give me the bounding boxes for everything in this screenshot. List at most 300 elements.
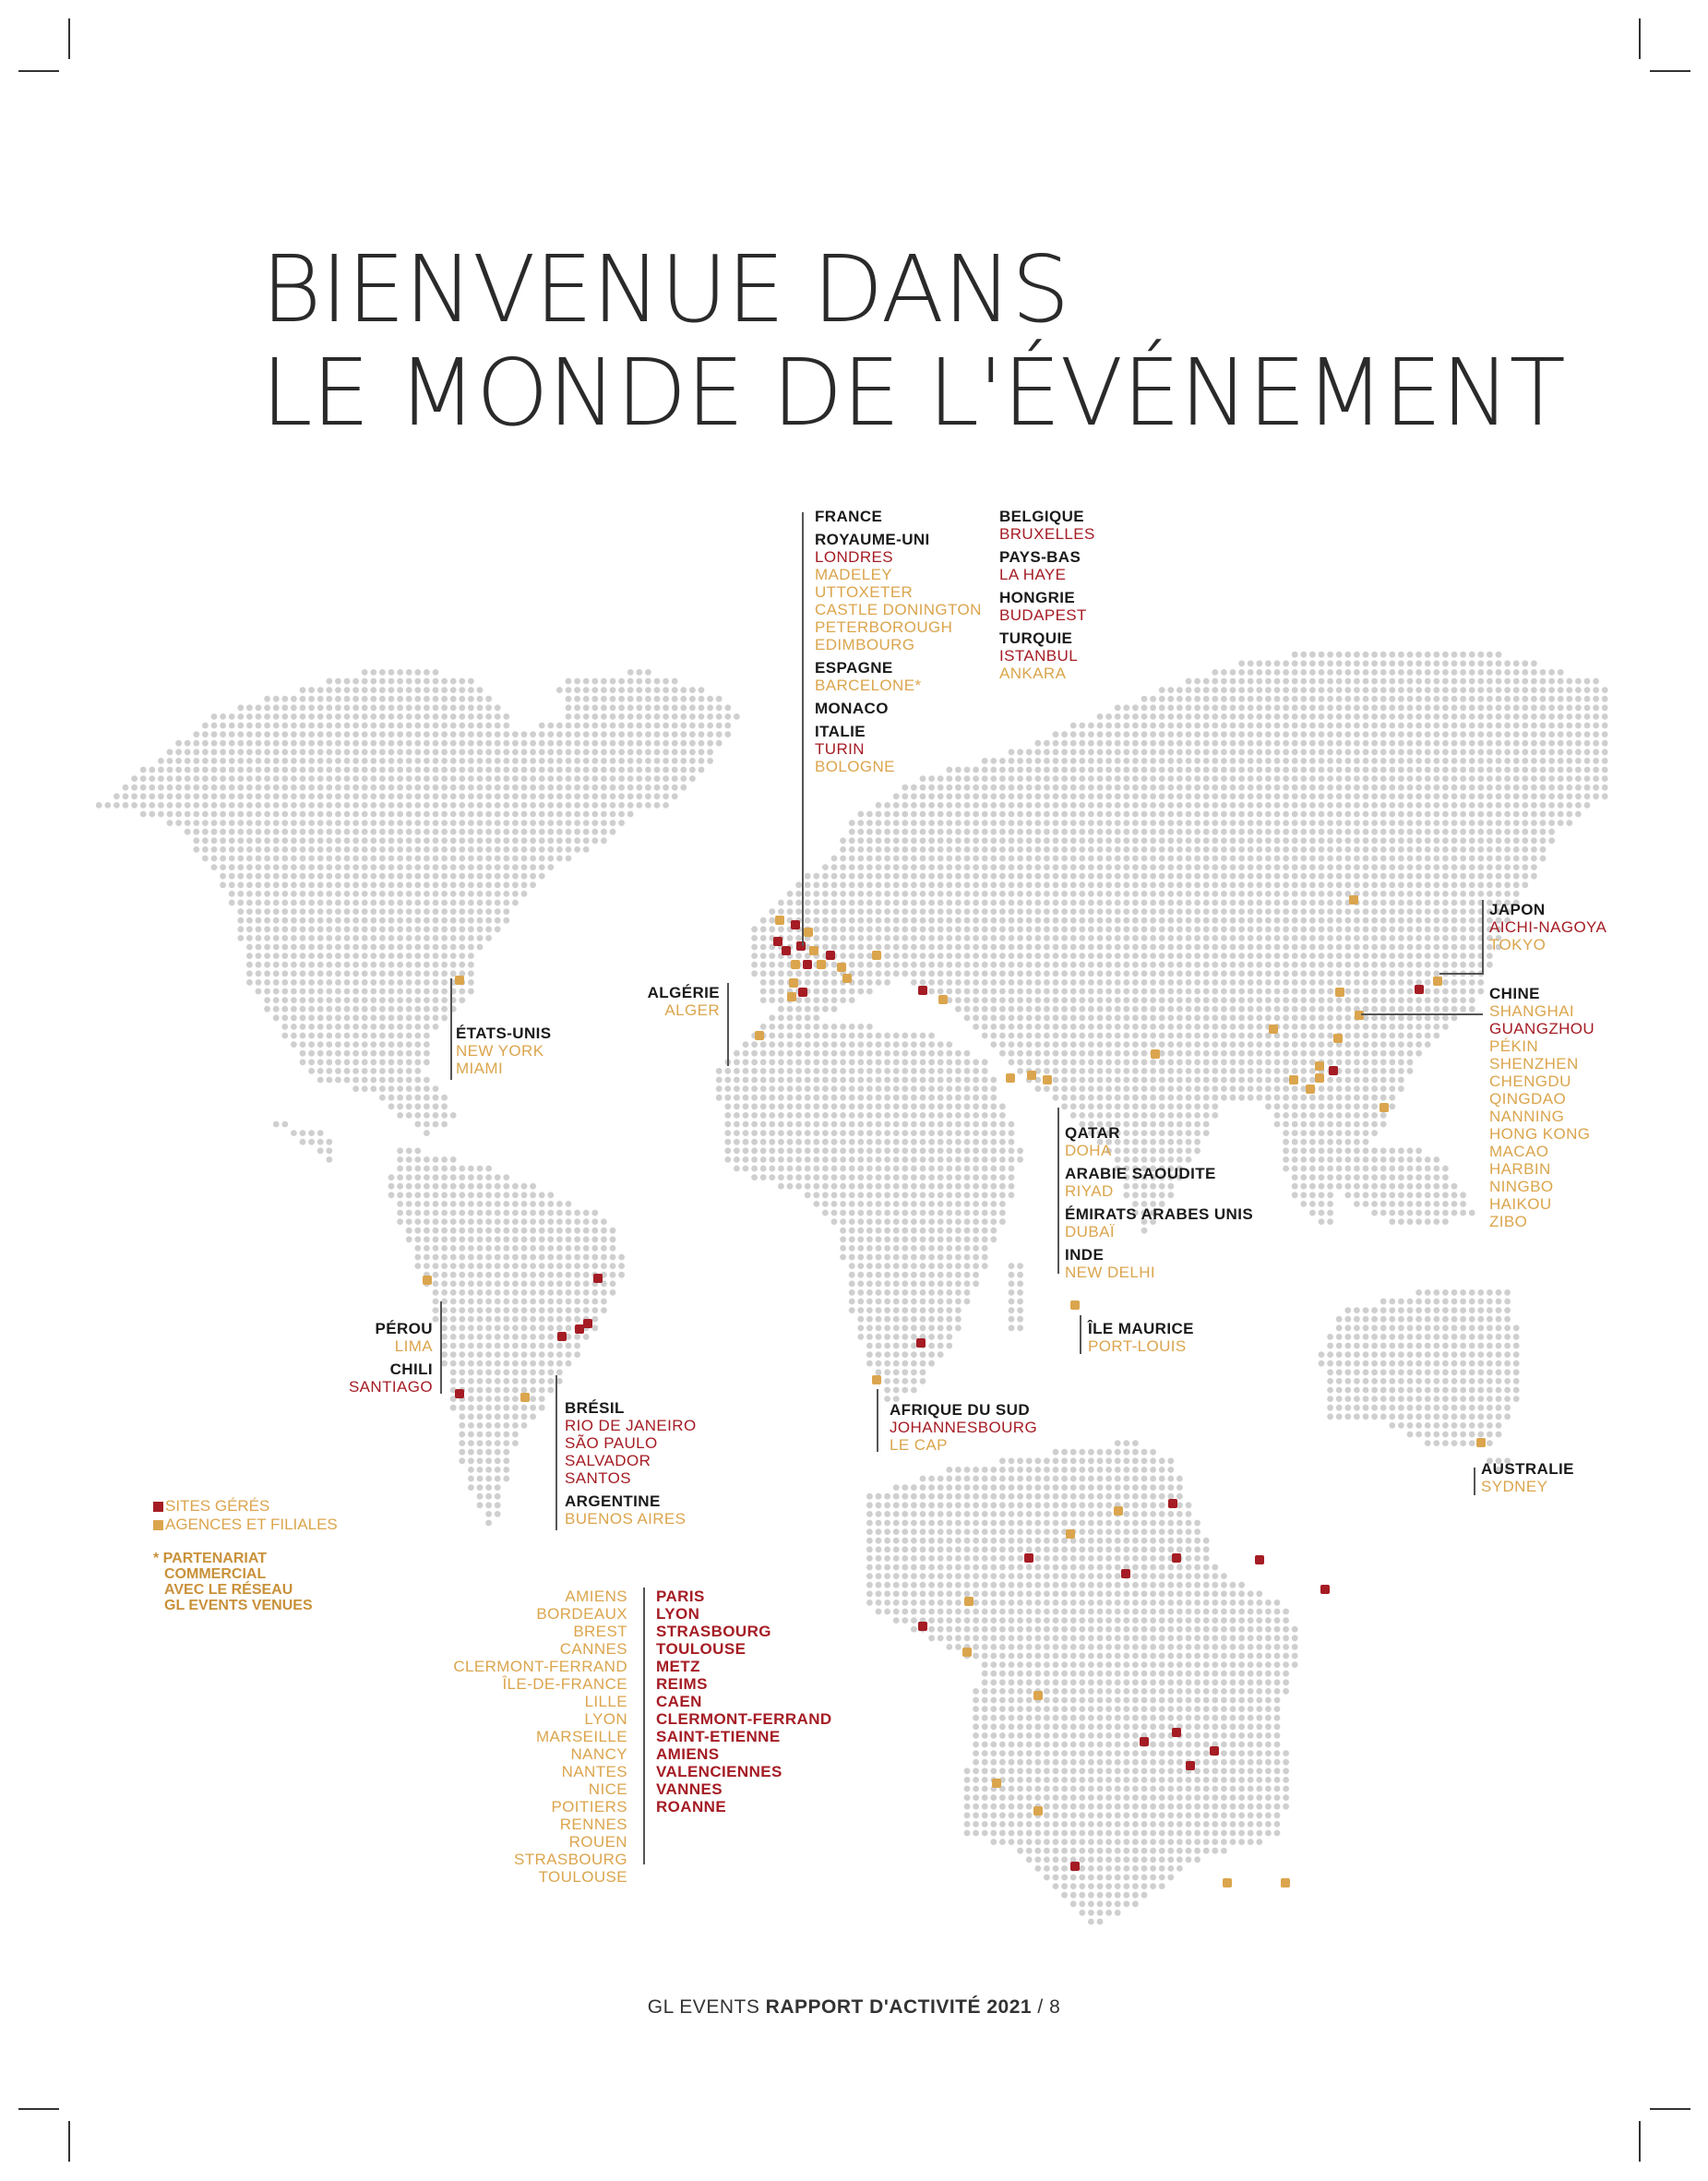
map-dot <box>1415 1041 1422 1048</box>
map-dot <box>1425 900 1431 906</box>
map-dot <box>1283 900 1289 906</box>
map-dot <box>1123 891 1129 897</box>
map-dot <box>1415 758 1422 764</box>
map-dot <box>308 997 315 1003</box>
map-dot <box>397 767 403 773</box>
map-dot <box>1433 829 1439 835</box>
map-dot <box>1265 775 1272 782</box>
map-dot <box>300 1033 306 1039</box>
map-dot <box>1274 696 1281 702</box>
map-dot <box>1451 678 1458 685</box>
map-dot <box>379 713 386 720</box>
map-dot <box>1274 873 1281 880</box>
map-dot <box>1327 908 1333 915</box>
map-dot <box>326 758 332 764</box>
map-dot <box>1389 873 1395 880</box>
map-dot <box>1176 944 1183 951</box>
map-dot <box>1141 829 1148 835</box>
map-dot <box>566 723 572 729</box>
map-dot <box>344 856 351 862</box>
map-dot <box>362 723 368 729</box>
map-dot <box>1319 900 1325 906</box>
map-dot <box>556 846 563 853</box>
map-dot <box>1407 723 1414 729</box>
map-dot <box>680 713 687 720</box>
map-dot <box>911 846 917 853</box>
map-dot <box>1238 793 1245 799</box>
map-dot <box>370 687 376 693</box>
map-dot <box>388 669 395 676</box>
map-dot <box>1309 856 1316 862</box>
map-dot <box>1504 873 1511 880</box>
map-dot <box>822 926 829 932</box>
map-dot <box>1061 891 1068 897</box>
map-dot <box>999 1041 1006 1048</box>
map-dot <box>397 723 403 729</box>
map-dot <box>1238 696 1245 702</box>
map-dot <box>379 793 386 799</box>
map-dot <box>990 1006 997 1013</box>
map-dot <box>1460 864 1466 870</box>
map-dot <box>450 953 457 959</box>
map-dot <box>1309 660 1316 666</box>
map-dot <box>1469 935 1475 941</box>
map-dot <box>406 970 412 977</box>
map-dot <box>1389 935 1395 941</box>
map-dot <box>362 829 368 835</box>
map-dot <box>1034 1006 1041 1013</box>
map-dot <box>1088 962 1094 968</box>
map-dot <box>805 1014 811 1021</box>
map-dot <box>370 802 376 809</box>
map-dot <box>1575 740 1582 747</box>
map-dot <box>680 723 687 729</box>
map-dot <box>1256 1014 1262 1021</box>
map-dot <box>495 749 501 755</box>
map-dot <box>1380 1024 1387 1030</box>
map-dot <box>300 749 306 755</box>
map-dot <box>1009 1041 1015 1048</box>
map-dot <box>920 820 926 826</box>
map-dot <box>1141 811 1148 818</box>
map-dot <box>1477 660 1484 666</box>
map-dot <box>689 758 696 764</box>
map-dot <box>1212 785 1218 791</box>
map-dot <box>300 864 306 870</box>
map-dot <box>388 900 395 906</box>
map-dot <box>317 989 324 995</box>
map-dot <box>1203 1041 1210 1048</box>
map-dot <box>1593 767 1599 773</box>
map-dot <box>982 820 988 826</box>
map-dot <box>459 740 465 747</box>
map-dot <box>769 970 775 977</box>
map-dot <box>220 829 226 835</box>
map-dot <box>1425 731 1431 737</box>
map-dot <box>1292 997 1298 1003</box>
map-dot <box>485 908 492 915</box>
map-dot <box>672 740 678 747</box>
map-dot <box>344 829 351 835</box>
map-dot <box>441 767 448 773</box>
map-dot <box>1097 979 1104 986</box>
map-dot <box>1487 669 1493 676</box>
map-dot <box>495 820 501 826</box>
map-dot <box>610 793 616 799</box>
map-dot <box>1415 696 1422 702</box>
map-dot <box>495 793 501 799</box>
map-dot <box>1477 713 1484 720</box>
map-dot <box>362 749 368 755</box>
map-dot <box>1238 989 1245 995</box>
map-dot <box>1194 793 1200 799</box>
map-dot <box>1061 881 1068 888</box>
map-dot <box>1327 829 1333 835</box>
map-dot <box>1221 979 1227 986</box>
map-dot <box>973 793 979 799</box>
map-dot <box>1504 802 1511 809</box>
map-dot <box>822 1050 829 1057</box>
map-dot <box>1132 713 1139 720</box>
map-dot <box>1319 678 1325 685</box>
map-dot <box>1194 846 1200 853</box>
map-dot <box>512 837 519 844</box>
map-dot <box>920 856 926 862</box>
map-dot <box>521 767 528 773</box>
map-dot <box>1044 829 1050 835</box>
map-dot <box>291 793 297 799</box>
map-dot <box>964 989 971 995</box>
map-dot <box>1176 935 1183 941</box>
map-dot <box>857 944 864 951</box>
map-dot <box>477 820 484 826</box>
map-dot <box>990 785 997 791</box>
map-dot <box>1123 749 1129 755</box>
map-dot <box>193 731 199 737</box>
map-dot <box>1398 678 1404 685</box>
map-dot <box>1531 723 1537 729</box>
map-dot <box>281 900 288 906</box>
map-dot <box>1513 846 1520 853</box>
map-dot <box>893 837 900 844</box>
map-dot <box>813 997 819 1003</box>
map-dot <box>424 900 430 906</box>
map-dot <box>1504 811 1511 818</box>
map-dot <box>379 917 386 924</box>
map-dot <box>379 891 386 897</box>
map-dot <box>1540 793 1547 799</box>
map-dot <box>397 953 403 959</box>
map-dot <box>751 926 758 932</box>
map-dot <box>433 740 439 747</box>
map-dot <box>964 856 971 862</box>
map-dot <box>291 873 297 880</box>
map-dot <box>1097 723 1104 729</box>
map-dot <box>938 962 944 968</box>
map-dot <box>1115 846 1121 853</box>
map-dot <box>450 687 457 693</box>
map-dot <box>317 881 324 888</box>
map-dot <box>485 775 492 782</box>
map-dot <box>1363 775 1369 782</box>
map-dot <box>1132 900 1139 906</box>
map-dot <box>1531 740 1537 747</box>
map-dot <box>352 731 359 737</box>
map-dot <box>1477 881 1484 888</box>
map-dot <box>1203 696 1210 702</box>
map-dot <box>805 979 811 986</box>
map-dot <box>1132 989 1139 995</box>
map-dot <box>344 979 351 986</box>
map-dot <box>822 970 829 977</box>
map-dot <box>964 944 971 951</box>
map-dot <box>1123 962 1129 968</box>
map-dot <box>1017 829 1023 835</box>
map-dot <box>344 917 351 924</box>
map-dot <box>175 793 182 799</box>
map-dot <box>335 687 341 693</box>
map-dot <box>1061 775 1068 782</box>
map-dot <box>1150 935 1156 941</box>
map-dot <box>397 1014 403 1021</box>
map-dot <box>1496 873 1502 880</box>
map-dot <box>1097 1033 1104 1039</box>
map-dot <box>849 900 855 906</box>
map-dot <box>1150 749 1156 755</box>
map-dot <box>1327 944 1333 951</box>
map-dot <box>1513 696 1520 702</box>
map-dot <box>1371 1024 1378 1030</box>
map-dot <box>1283 846 1289 853</box>
map-dot <box>1079 802 1085 809</box>
map-dot <box>1415 908 1422 915</box>
map-dot <box>1469 856 1475 862</box>
map-dot <box>379 829 386 835</box>
map-dot <box>822 989 829 995</box>
map-dot <box>273 1014 280 1021</box>
map-dot <box>1407 687 1414 693</box>
map-dot <box>760 962 767 968</box>
map-dot <box>1451 935 1458 941</box>
map-dot <box>1371 820 1378 826</box>
map-dot <box>1274 989 1281 995</box>
map-dot <box>849 962 855 968</box>
map-dot <box>610 785 616 791</box>
map-dot <box>1363 767 1369 773</box>
map-dot <box>857 917 864 924</box>
map-dot <box>1344 704 1351 711</box>
map-dot <box>928 970 935 977</box>
map-dot <box>1167 1033 1174 1039</box>
map-dot <box>273 829 280 835</box>
map-dot <box>344 864 351 870</box>
map-dot <box>1292 864 1298 870</box>
map-dot <box>1336 944 1343 951</box>
map-dot <box>1017 962 1023 968</box>
map-dot <box>1575 811 1582 818</box>
map-dot <box>1150 767 1156 773</box>
map-dot <box>857 953 864 959</box>
map-dot <box>1026 846 1033 853</box>
map-dot <box>928 829 935 835</box>
map-dot <box>920 1033 926 1039</box>
map-dot <box>1105 908 1112 915</box>
map-dot <box>556 775 563 782</box>
map-dot <box>414 1006 421 1013</box>
map-dot <box>911 979 917 986</box>
map-dot <box>964 864 971 870</box>
map-dot <box>308 696 315 702</box>
map-dot <box>1407 793 1414 799</box>
map-dot <box>928 864 935 870</box>
map-dot <box>574 704 580 711</box>
map-dot <box>973 979 979 986</box>
map-dot <box>1212 917 1218 924</box>
map-dot <box>308 740 315 747</box>
map-dot <box>1451 864 1458 870</box>
map-dot <box>627 758 634 764</box>
map-dot <box>1300 1041 1307 1048</box>
map-dot <box>601 793 607 799</box>
map-dot <box>1141 723 1148 729</box>
map-dot <box>866 891 873 897</box>
map-dot <box>1088 926 1094 932</box>
map-dot <box>1548 704 1555 711</box>
map-dot <box>857 935 864 941</box>
map-dot <box>1141 962 1148 968</box>
map-dot <box>1354 740 1360 747</box>
map-dot <box>928 811 935 818</box>
map-dot <box>1398 660 1404 666</box>
map-dot <box>1442 881 1449 888</box>
map-dot <box>352 856 359 862</box>
map-dot <box>1141 917 1148 924</box>
map-dot <box>485 935 492 941</box>
map-dot <box>388 864 395 870</box>
map-dot <box>866 979 873 986</box>
map-dot <box>1487 652 1493 658</box>
map-dot <box>1566 704 1572 711</box>
map-dot <box>876 829 882 835</box>
map-dot <box>1034 962 1041 968</box>
map-dot <box>362 926 368 932</box>
map-dot <box>1105 837 1112 844</box>
map-dot <box>326 678 332 685</box>
map-dot <box>1477 704 1484 711</box>
map-dot <box>317 1041 324 1048</box>
map-dot <box>928 953 935 959</box>
map-dot <box>362 989 368 995</box>
map-dot <box>574 775 580 782</box>
map-dot <box>1548 758 1555 764</box>
map-dot <box>884 908 890 915</box>
map-dot <box>468 944 474 951</box>
map-dot <box>822 1033 829 1039</box>
map-dot <box>1566 785 1572 791</box>
map-dot <box>485 881 492 888</box>
map-dot <box>326 785 332 791</box>
map-dot <box>999 970 1006 977</box>
map-dot <box>1363 802 1369 809</box>
map-dot <box>167 749 173 755</box>
map-dot <box>1292 775 1298 782</box>
map-dot <box>530 802 536 809</box>
map-dot <box>1442 749 1449 755</box>
map-dot <box>424 979 430 986</box>
map-dot <box>955 775 961 782</box>
map-dot <box>1584 749 1591 755</box>
map-dot <box>1522 731 1528 737</box>
map-dot <box>1274 775 1281 782</box>
map-dot <box>229 793 235 799</box>
map-dot <box>468 970 474 977</box>
map-dot <box>1238 944 1245 951</box>
map-dot <box>866 944 873 951</box>
map-dot <box>805 970 811 977</box>
map-dot <box>521 749 528 755</box>
map-dot <box>1248 758 1254 764</box>
map-dot <box>1425 785 1431 791</box>
map-dot <box>1194 1006 1200 1013</box>
map-dot <box>1292 953 1298 959</box>
map-dot <box>982 979 988 986</box>
map-dot <box>441 953 448 959</box>
map-dot <box>1460 758 1466 764</box>
map-dot <box>982 811 988 818</box>
map-dot <box>477 856 484 862</box>
map-dot <box>291 731 297 737</box>
map-dot <box>1442 696 1449 702</box>
map-dot <box>1283 1006 1289 1013</box>
map-dot <box>911 837 917 844</box>
map-dot <box>1504 660 1511 666</box>
map-dot <box>1371 669 1378 676</box>
map-dot <box>468 846 474 853</box>
map-dot <box>902 900 908 906</box>
map-dot <box>1504 881 1511 888</box>
map-dot <box>1300 678 1307 685</box>
map-dot <box>1070 989 1077 995</box>
map-dot <box>920 802 926 809</box>
map-dot <box>370 1024 376 1030</box>
map-dot <box>1504 758 1511 764</box>
map-dot <box>1256 758 1262 764</box>
map-dot <box>1123 1041 1129 1048</box>
map-dot <box>1105 962 1112 968</box>
map-dot <box>955 829 961 835</box>
map-dot <box>308 926 315 932</box>
map-dot <box>1380 785 1387 791</box>
map-dot <box>1186 793 1192 799</box>
map-dot <box>928 944 935 951</box>
map-dot <box>450 820 457 826</box>
map-dot <box>1425 767 1431 773</box>
map-dot <box>414 713 421 720</box>
map-dot <box>1442 740 1449 747</box>
map-dot <box>672 775 678 782</box>
map-dot <box>857 820 864 826</box>
map-dot <box>193 767 199 773</box>
map-dot <box>1407 1033 1414 1039</box>
map-dot <box>902 962 908 968</box>
map-dot <box>1407 669 1414 676</box>
map-dot <box>866 1024 873 1030</box>
map-dot <box>1300 891 1307 897</box>
map-dot <box>424 723 430 729</box>
map-dot <box>300 953 306 959</box>
map-dot <box>1415 881 1422 888</box>
map-dot <box>1319 820 1325 826</box>
